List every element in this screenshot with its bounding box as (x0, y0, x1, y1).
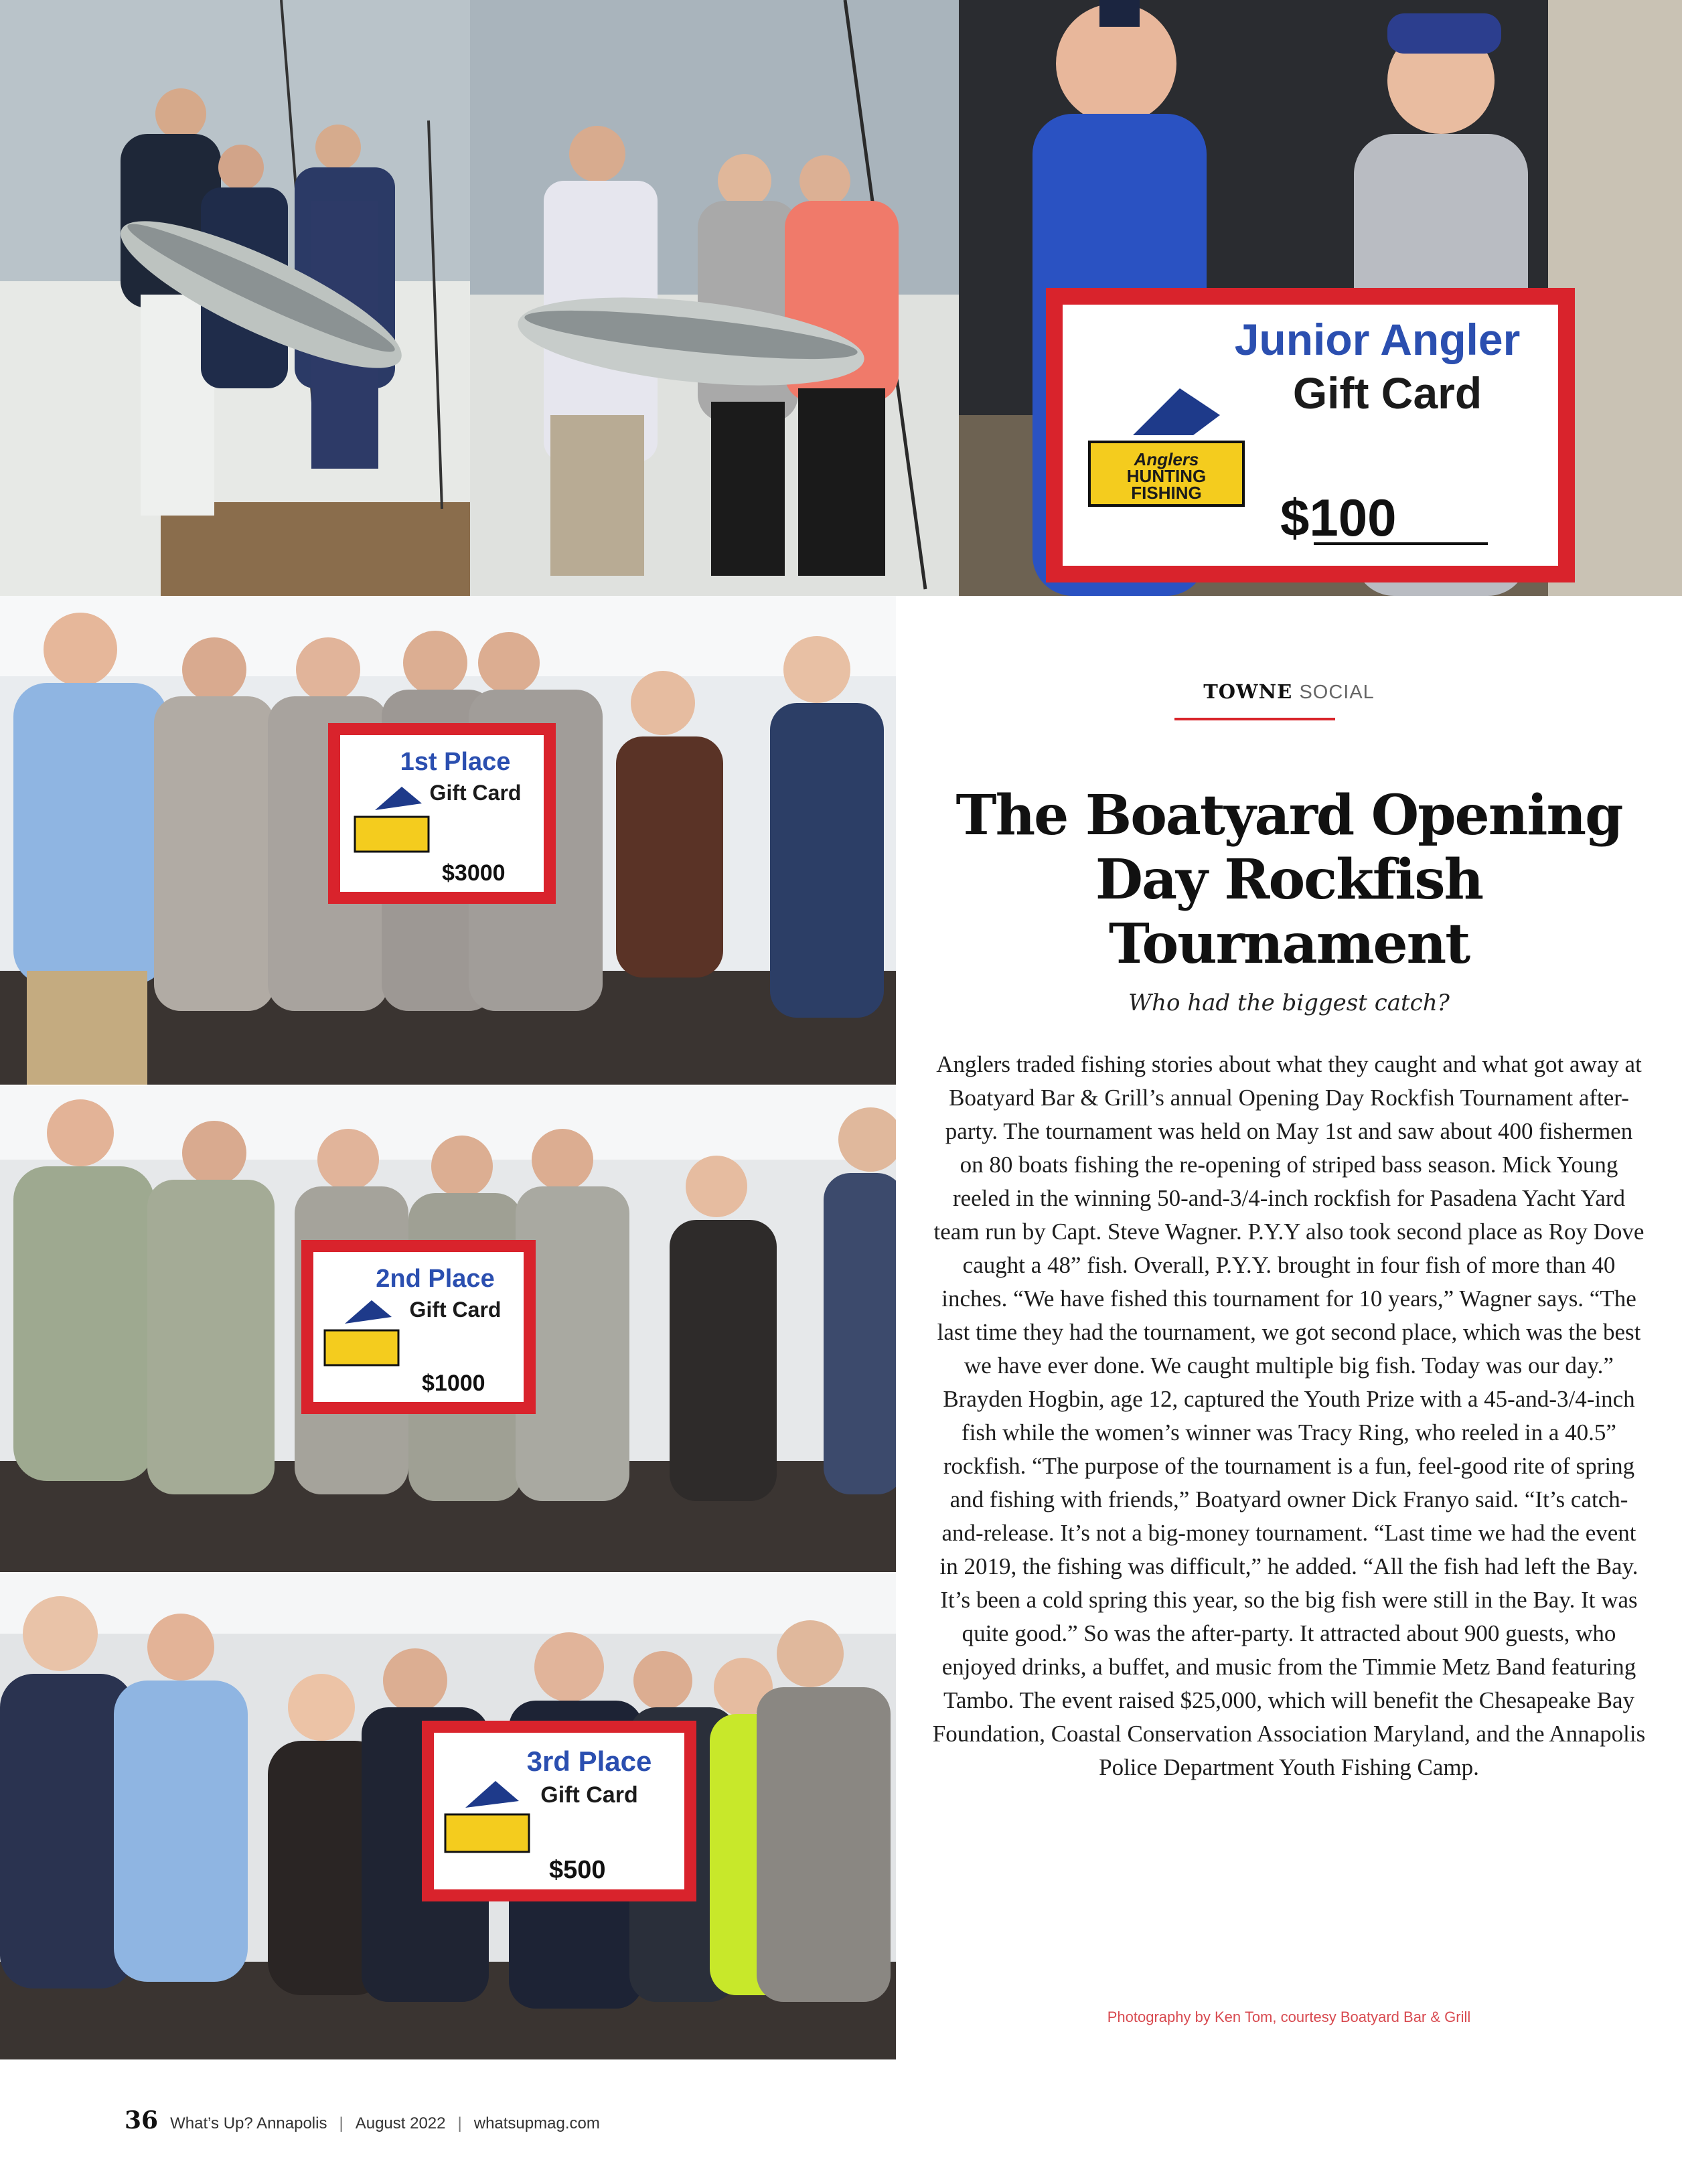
svg-text:2nd Place: 2nd Place (376, 1265, 495, 1293)
section-rule (1174, 718, 1335, 720)
svg-text:Gift Card: Gift Card (540, 1782, 638, 1808)
junior-angler-sign (1046, 288, 1575, 582)
svg-text:1st Place: 1st Place (400, 748, 511, 776)
section-tag-light: SOCIAL (1299, 682, 1375, 703)
second-place-sign (301, 1240, 536, 1414)
photo-credit: Photography by Ken Tom, courtesy Boatyard Bar & Grill (1107, 2009, 1471, 2025)
photo-junior-angler (959, 0, 1682, 596)
svg-text:Gift Card: Gift Card (1292, 368, 1482, 418)
article (896, 596, 1682, 2059)
svg-text:$500: $500 (549, 1856, 606, 1884)
first-place-sign (328, 723, 556, 904)
section-tag (896, 680, 1682, 704)
third-place-sign (422, 1721, 696, 1901)
svg-text:$100: $100 (1280, 488, 1397, 547)
svg-text:$3000: $3000 (442, 860, 506, 886)
svg-text:HUNTING: HUNTING (1126, 466, 1207, 486)
svg-text:Anglers: Anglers (1134, 449, 1199, 469)
photo-first-place-team (0, 596, 896, 1085)
svg-text:3rd Place: 3rd Place (526, 1745, 652, 1777)
article-subhead: Who had the biggest catch? (1128, 990, 1450, 1016)
footer-separator: | (457, 2114, 462, 2132)
website-link[interactable]: whatsupmag.com (473, 2114, 600, 2132)
issue-date: August 2022 (355, 2114, 446, 2132)
photo-second-place-team (0, 1086, 896, 1572)
photo-third-place-team (0, 1573, 896, 2059)
article-body: Anglers traded fishing stories about what they caught and what got away at Boatyard Bar & Grill’s annual Opening Day Rockfish Tournament after-party. The tournament was held on May 1st and saw about 400 fishermen on 80 boats fishing the re-opening of striped bass season. Mick Young reeled in the winning 50-and-3/4-inch rockfish for Pasadena Yacht Yard team run by Capt. Steve Wagner. P.Y.Y also took second place as Roy Dove caught a 48” fish. Overall, P.Y.Y. brought in four fish of more than 40 inches. “We have fished this tournament for 10 years,” Wagner says. “The last time they had the tournament, we got second place, which was the best we have ever done. We caught multiple big fish. Today was our day.” Brayden Hogbin, age 12, captured the Youth Prize with a 45-and-3/4-inch fish while the women’s winner was Tracy Ring, who reeled in a 40.5” rockfish. “The purpose of the tournament is a fun, feel-good rite of spring and fishing with friends,” Boatyard owner Dick Franyo said. “It’s catch-and-release. It’s not a big-money tournament. “Last time we had the event in 2019, the fishing was difficult,” he added. “All the fish had left the Bay. It’s been a cold spring this year, so the big fish were still in the Bay. It was quite good.” So was the after-party. It attracted about 900 guests, who enjoyed drinks, a buffet, and music from the Timmie Metz Band featuring Tambo. The event raised $25,000, which will benefit the Chesapeake Bay Foundation, Coastal Conservation Association Maryland, and the Annapolis Police Department Youth Fishing Camp. (932, 1051, 1646, 1780)
svg-text:$1000: $1000 (422, 1371, 485, 1396)
section-tag-bold: TOWNE (1203, 680, 1293, 703)
svg-text:FISHING: FISHING (1131, 483, 1202, 503)
article-headline: The Boatyard Opening Day Rockfish Tournament (955, 783, 1622, 976)
photo-group-with-fish (470, 0, 959, 596)
photo-anglers-on-boat (0, 0, 470, 596)
svg-text:Gift Card: Gift Card (409, 1298, 502, 1322)
page-footer (125, 2106, 600, 2134)
svg-text:Junior Angler: Junior Angler (1234, 315, 1521, 364)
svg-text:Gift Card: Gift Card (429, 781, 522, 805)
page-number: 36 (125, 2106, 159, 2134)
publication-name: What’s Up? Annapolis (170, 2114, 327, 2132)
footer-separator: | (339, 2114, 343, 2132)
